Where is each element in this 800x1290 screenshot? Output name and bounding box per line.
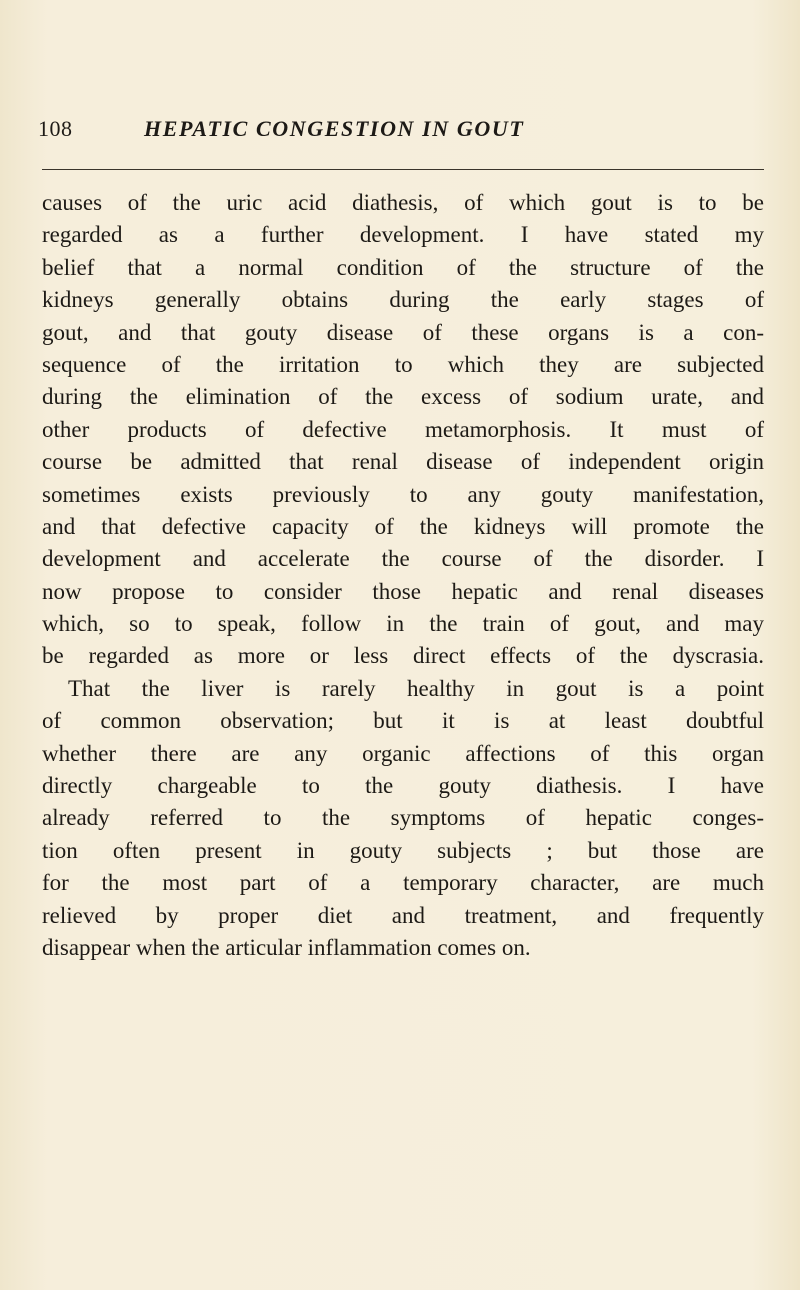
text-line: already referred to the symptoms of hepatic conges-	[42, 805, 764, 831]
text-line: and that defective capacity of the kidneys will promote the	[42, 513, 764, 539]
body-text	[42, 187, 764, 964]
text-line: which, so to speak, follow in the train of gout, and may	[42, 611, 764, 637]
text-line: now propose to consider those hepatic and renal diseases	[42, 578, 764, 604]
text-line: whether there are any organic affections of this organ	[42, 740, 764, 766]
text-line: relieved by proper diet and treatment, and frequently	[42, 902, 764, 928]
text-line: regarded as a further development. I have stated my	[42, 222, 764, 248]
header-rule	[42, 169, 764, 170]
text-line: for the most part of a temporary character, are much	[42, 870, 764, 896]
text-line: during the elimination of the excess of sodium urate, and	[42, 384, 764, 410]
text-line: of common observation; but it is at least doubtful	[42, 708, 764, 734]
text-line: disappear when the articular inflammation comes on.	[42, 934, 531, 960]
text-line: directly chargeable to the gouty diathesis. I have	[42, 773, 764, 799]
running-head	[0, 116, 800, 146]
text-line: kidneys generally obtains during the early stages of	[42, 287, 764, 313]
page-number: 108	[38, 116, 73, 141]
text-line: other products of defective metamorphosis. It must of	[42, 416, 764, 442]
text-line: development and accelerate the course of the disorder. I	[42, 546, 764, 572]
text-line: tion often present in gouty subjects ; but those are	[42, 837, 764, 863]
text-line-paragraph-start: That the liver is rarely healthy in gout is a point	[68, 675, 764, 701]
text-line: sometimes exists previously to any gouty manifestation,	[42, 481, 764, 507]
text-line: sequence of the irritation to which they are subjected	[42, 351, 764, 377]
text-line: causes of the uric acid diathesis, of which gout is to be	[42, 190, 764, 215]
text-line: belief that a normal condition of the structure of the	[42, 254, 764, 280]
text-line: course be admitted that renal disease of independent origin	[42, 449, 764, 475]
text-line: gout, and that gouty disease of these organs is a con-	[42, 319, 764, 345]
text-line: be regarded as more or less direct effects of the dyscrasia.	[42, 643, 764, 669]
running-title: HEPATIC CONGESTION IN GOUT	[144, 116, 525, 141]
